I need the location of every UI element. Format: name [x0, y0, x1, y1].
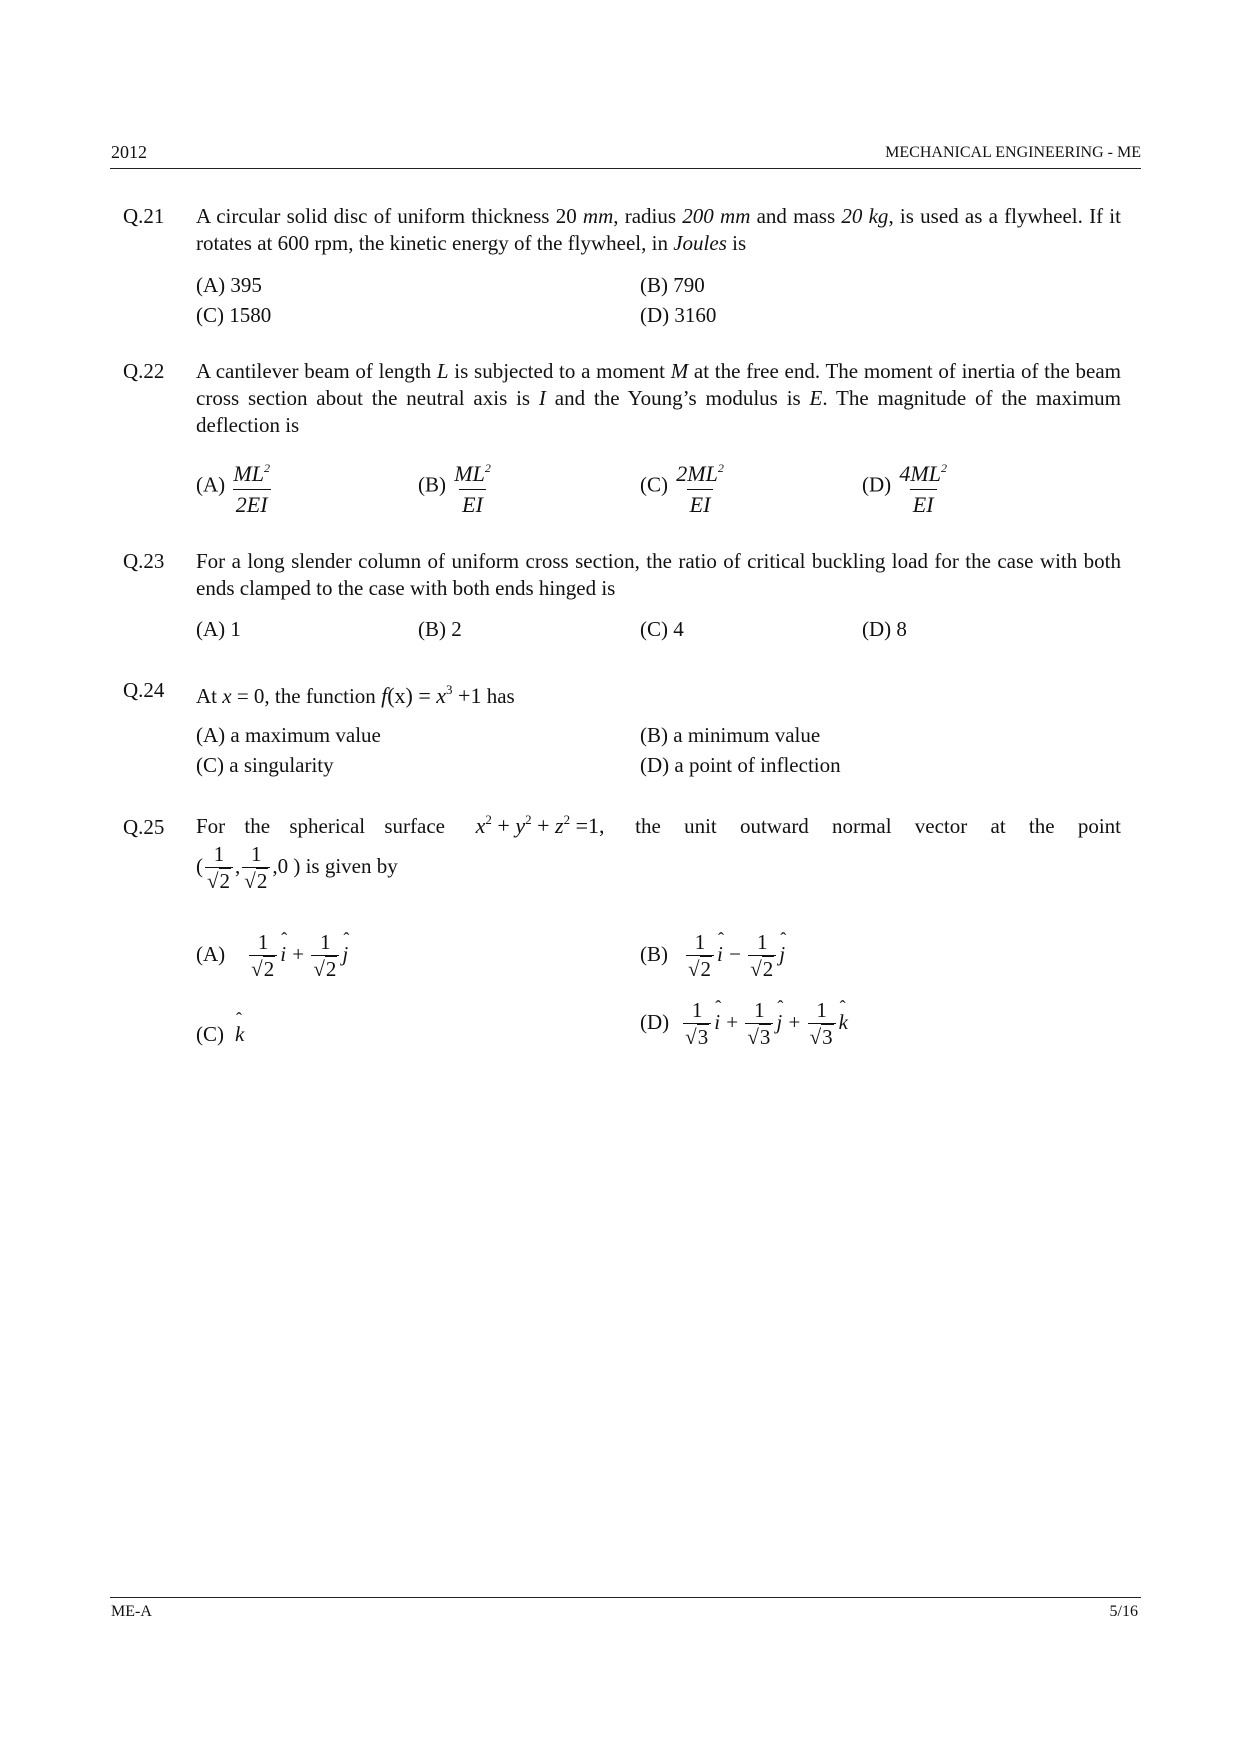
q22-label-a: (A)	[196, 472, 226, 497]
q25-b-frac-1: $\frac{1}{√2}$	[686, 930, 714, 982]
q22-label-d: (D)	[862, 472, 892, 497]
q25-d-num-1: 1	[691, 998, 703, 1022]
q22-num-a: ML	[233, 461, 264, 486]
q22-exp-a: 2	[263, 461, 270, 475]
q25-d-plus-1: +	[721, 1009, 744, 1034]
q25-option-c	[196, 1022, 245, 1047]
q25-d-num-2: 1	[754, 998, 765, 1022]
q22-exp-b: 2	[484, 461, 491, 475]
q24-exponent: 3	[446, 682, 453, 697]
q25-d-i-hat: ˆ i	[714, 1010, 720, 1035]
question-number-23: Q.23	[123, 549, 165, 573]
q25-a-i-hat: ˆ i	[280, 942, 286, 967]
q21-text-5: is	[726, 231, 747, 255]
q25-point-comma: ,	[235, 853, 241, 878]
q25-b-frac-2: $\frac{1}{√2}$	[748, 930, 776, 982]
q24-option-d: (D) a point of inflection	[640, 753, 841, 777]
q25-b-i-hat: ˆ i	[717, 942, 723, 967]
q24-plus-one: +1	[452, 683, 482, 708]
q25-var-y: y	[515, 813, 526, 838]
q21-unit-mm: mm	[582, 204, 614, 228]
q25-plus-2: +	[531, 813, 556, 838]
q25-d-plus-2: +	[783, 1009, 806, 1034]
q25-label-a: (A)	[196, 941, 226, 966]
q25-exp-z: 2	[563, 812, 571, 827]
q22-fraction-a	[230, 455, 273, 518]
q22-text-1: A cantilever beam of length	[196, 359, 437, 383]
q24-option-c: (C) a singularity	[196, 753, 334, 777]
q21-radius: 200 mm	[682, 204, 751, 228]
exam-year: 2012	[111, 142, 147, 162]
q25-point-num-2: 1	[251, 842, 262, 866]
q25-d-num-3: 1	[816, 998, 827, 1022]
q22-fraction-b	[451, 455, 494, 518]
q25-a-num-1: 1	[257, 930, 269, 954]
q25-a-num-2: 1	[320, 930, 331, 954]
q22-exp-d: 2	[940, 461, 947, 475]
q25-option-b	[640, 930, 786, 982]
q25-a-frac-1: $\frac{1}{√2}$	[249, 930, 277, 982]
q22-fraction-d	[896, 455, 950, 518]
q25-option-a	[196, 930, 349, 982]
q25-point-zero: ,0 )	[272, 853, 301, 878]
q22-text-5: . The magnitude of the maximum deflection is	[196, 386, 1121, 437]
q22-option-a	[196, 455, 273, 518]
q25-point-frac-1: $\frac{1}{√2}$	[205, 842, 233, 894]
question-text-25-line-2	[196, 842, 398, 894]
q25-a-j-hat: ˆ j	[342, 942, 348, 967]
q24-text-1: At	[196, 684, 223, 708]
q23-option-a: (A) 1	[196, 617, 241, 641]
q22-option-c	[640, 455, 727, 518]
q24-var-x: x	[222, 684, 232, 708]
paper-code: ME-A	[111, 1603, 152, 1620]
q22-num-d: 4ML	[899, 461, 941, 486]
q25-label-d: (D)	[640, 1009, 670, 1034]
q25-a-frac-2: $\frac{1}{√2}$	[311, 930, 339, 982]
question-number-25: Q.25	[123, 815, 165, 839]
q25-d-rad-1: 3	[697, 1025, 709, 1049]
q22-den-c: EI	[687, 489, 714, 518]
q25-b-rad-2: 2	[762, 957, 774, 981]
q25-d-j-hat: ˆ j	[776, 1010, 782, 1035]
q21-option-c: (C) 1580	[196, 303, 272, 327]
q22-text-2: is subjected to a moment	[448, 359, 671, 383]
q25-point-rad-1: 2	[219, 869, 231, 893]
question-text-21	[196, 203, 1121, 257]
q25-text-1: For the spherical surface	[196, 814, 445, 838]
q25-c-k-hat: ˆ k	[235, 1022, 244, 1047]
q24-x-cubed: x	[436, 683, 447, 708]
q21-text-3: and mass	[750, 204, 842, 228]
q23-option-c: (C) 4	[640, 617, 684, 641]
q25-d-rad-2: 3	[759, 1025, 771, 1049]
q24-option-b: (B) a minimum value	[640, 723, 821, 747]
q24-text-3: has	[481, 684, 515, 708]
question-number-22: Q.22	[123, 359, 165, 383]
q24-function-arg: (x)	[387, 683, 413, 708]
q25-var-x: x	[475, 813, 486, 838]
q25-label-c: (C)	[196, 1022, 224, 1046]
q25-plus-1: +	[491, 813, 516, 838]
header-rule	[110, 168, 1141, 169]
q25-b-rad-1: 2	[700, 957, 712, 981]
q25-b-num-2: 1	[756, 930, 768, 954]
q25-var-z: z	[555, 813, 564, 838]
q22-text-3: at the free end. The moment of inertia of the beam cross section about the neutral axis is	[196, 359, 1122, 410]
q25-point-rad-2: 2	[256, 869, 268, 893]
q25-a-plus: +	[287, 941, 310, 966]
q22-label-c: (C)	[640, 472, 668, 497]
q21-mass: 20 kg	[841, 204, 889, 228]
q22-fraction-c	[673, 455, 727, 518]
q23-option-d: (D) 8	[862, 617, 907, 641]
q25-text-2: the unit outward normal vector at the point	[635, 814, 1121, 838]
q25-a-rad-1: 2	[263, 957, 275, 981]
q24-function-f: f	[381, 683, 388, 708]
q22-var-E: E	[809, 386, 823, 410]
q25-point-frac-2: $\frac{1}{√2}$	[242, 842, 270, 894]
q25-paren-open: (	[196, 853, 203, 878]
q22-den-d: EI	[910, 489, 937, 518]
q25-equals-one: =1,	[570, 813, 605, 838]
question-text-24	[196, 676, 1121, 710]
question-text-22	[196, 358, 1121, 439]
q21-option-d: (D) 3160	[640, 303, 717, 327]
q22-text-4: and the Young’s modulus is	[545, 386, 810, 410]
q22-var-L: L	[436, 359, 449, 383]
q21-option-b: (B) 790	[640, 273, 705, 297]
q21-option-a: (A) 395	[196, 273, 262, 297]
q24-equals: =	[412, 683, 437, 708]
q25-b-j-hat: ˆ j	[779, 942, 785, 967]
exam-subject: MECHANICAL ENGINEERING - ME	[885, 144, 1141, 161]
q25-d-rad-3: 3	[822, 1025, 833, 1049]
q22-num-c: 2ML	[676, 461, 718, 486]
q25-d-k-hat: ˆ k	[839, 1010, 848, 1035]
q25-point-num-1: 1	[213, 842, 225, 866]
q22-option-d	[862, 455, 950, 518]
q21-text-4: , is used as a flywheel. If it rotates at 600 rpm, the kinetic energy of the flywheel, in	[196, 204, 1121, 255]
q25-a-rad-2: 2	[325, 957, 337, 981]
q23-option-b: (B) 2	[418, 617, 462, 641]
q22-den-a: 2EI	[233, 489, 271, 518]
question-number-21: Q.21	[123, 204, 165, 228]
q25-option-d	[640, 998, 849, 1050]
footer-rule	[110, 1597, 1141, 1598]
q21-text-2: , radius	[613, 204, 683, 228]
q25-d-frac-1: $\frac{1}{√3}$	[683, 998, 711, 1050]
page-number: 5/16	[1109, 1603, 1138, 1620]
q25-b-minus: −	[723, 941, 747, 966]
q25-exp-y: 2	[525, 812, 532, 827]
question-number-24: Q.24	[123, 678, 165, 702]
q24-text-2: = 0, the function	[231, 684, 382, 708]
q25-text-3: is given by	[300, 853, 398, 878]
q22-den-b: EI	[459, 489, 486, 518]
q22-var-M: M	[670, 359, 689, 383]
q21-text-1: A circular solid disc of uniform thickness 20	[196, 204, 583, 228]
q25-label-b: (B)	[640, 941, 668, 966]
q24-option-a: (A) a maximum value	[196, 723, 381, 747]
q25-d-frac-2: $\frac{1}{√3}$	[745, 998, 773, 1050]
q22-exp-c: 2	[717, 461, 724, 475]
q25-b-num-1: 1	[694, 930, 706, 954]
q22-var-I: I	[538, 386, 546, 410]
question-text-25-line-1	[196, 812, 1121, 839]
q22-option-b	[418, 455, 494, 518]
q22-num-b: ML	[454, 461, 485, 486]
q22-label-b: (B)	[418, 472, 446, 497]
question-text-23: For a long slender column of uniform cross section, the ratio of critical buckling load for the case with both ends clamped to the case with both ends hinged is	[196, 549, 1121, 600]
q25-d-frac-3: $\frac{1}{√3}$	[808, 998, 836, 1050]
q21-unit-joules: Joules	[673, 231, 727, 255]
q25-exp-x: 2	[485, 812, 492, 827]
q25-sphere-equation	[476, 812, 605, 839]
